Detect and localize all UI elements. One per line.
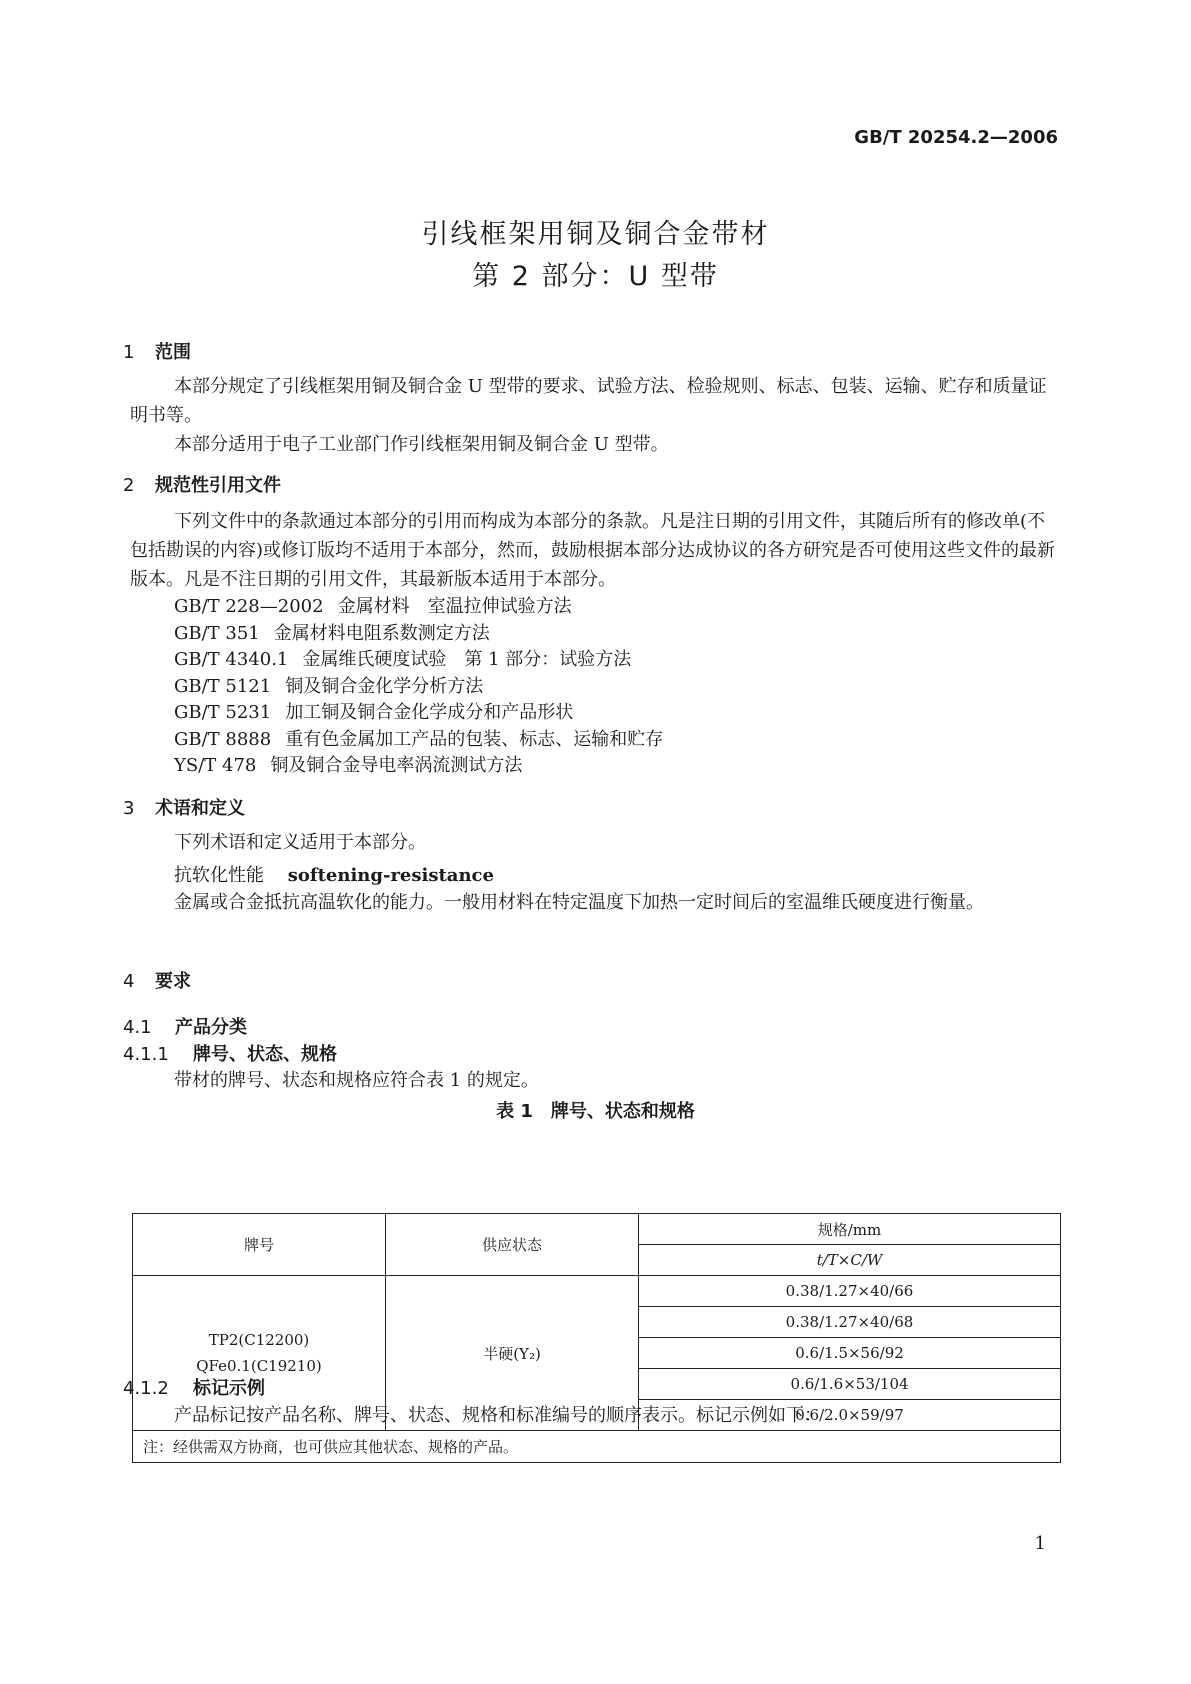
section-number: 1 (123, 342, 135, 363)
header-temper: 供应状态 (386, 1214, 639, 1276)
section-title: 牌号、状态、规格 (193, 1044, 337, 1065)
reference-item: GB/T 5231 加工铜及铜合金化学成分和产品形状 (174, 702, 574, 723)
section-3-heading (123, 794, 245, 820)
page-number: 1 (1034, 1533, 1046, 1554)
section-1-heading (123, 338, 191, 364)
document-subtitle: 第 2 部分：U 型带 (472, 261, 719, 292)
size-cell: 0.6/2.0×59/97 (639, 1400, 1061, 1431)
size-cell: 0.6/1.5×56/92 (639, 1338, 1061, 1369)
section-number: 4.1 (123, 1017, 152, 1038)
reference-item: GB/T 351 金属材料电阻系数测定方法 (174, 623, 490, 644)
section-number: 3 (123, 798, 135, 819)
grade-1: TP2(C12200) (208, 1331, 310, 1349)
section-title: 术语和定义 (155, 798, 245, 819)
section-2-heading (123, 471, 281, 497)
document-title: 引线框架用铜及铜合金带材 (421, 219, 770, 250)
section-number: 4.1.1 (123, 1044, 169, 1065)
term-english: softening-resistance (287, 865, 494, 886)
section-title: 要求 (155, 971, 191, 992)
header-spec: 规格/mm (639, 1214, 1061, 1245)
section-number: 2 (123, 475, 135, 496)
size-cell: 0.38/1.27×40/68 (639, 1307, 1061, 1338)
section-4-1-2-heading (123, 1374, 265, 1400)
term-definition: 金属或合金抵抗高温软化的能力。一般用材料在特定温度下加热一定时间后的室温维氏硬度进行衡量。 (174, 892, 984, 913)
reference-item: YS/T 478 铜及铜合金导电率涡流测试方法 (174, 755, 523, 776)
temper-cell: 半硬(Y₂) (386, 1276, 639, 1431)
section-4-1-1-heading (123, 1040, 337, 1066)
section-title: 标记示例 (193, 1378, 265, 1399)
section-2-paragraph-1: 下列文件中的条款通过本部分的引用而构成为本部分的条款。凡是注日期的引用文件，其随后所有的修改单(不包括勘误的内容)或修订版均不适用于本部分，然而，鼓励根据本部分达成协议的各方研究是否可使用这些文件的最新版本。凡是不注日期的引用文件，其最新版本适用于本部分。 (130, 511, 1056, 590)
section-4-1-2-paragraph: 产品标记按产品名称、牌号、状态、规格和标准编号的顺序表示。标记示例如下： (174, 1405, 822, 1426)
reference-item: GB/T 5121 铜及铜合金化学分析方法 (174, 676, 484, 697)
term-entry (174, 861, 494, 887)
section-3-paragraph-1: 下列术语和定义适用于本部分。 (174, 832, 426, 853)
reference-item: GB/T 228—2002 金属材料 室温拉伸试验方法 (174, 596, 572, 617)
standard-number: GB/T 20254.2—2006 (854, 127, 1058, 148)
grade-2: QFe0.1(C19210) (196, 1357, 322, 1375)
header-spec-sub: t/T×C/W (639, 1245, 1061, 1276)
section-1-paragraph-1: 本部分规定了引线框架用铜及铜合金 U 型带的要求、试验方法、检验规则、标志、包装、运输、贮存和质量证明书等。 (130, 376, 1047, 426)
reference-item: GB/T 8888 重有色金属加工产品的包装、标志、运输和贮存 (174, 729, 664, 750)
section-number: 4 (123, 971, 135, 992)
size-cell: 0.6/1.6×53/104 (639, 1369, 1061, 1400)
header-grade: 牌号 (133, 1214, 386, 1276)
section-4-heading (123, 967, 191, 993)
section-number: 4.1.2 (123, 1378, 169, 1399)
reference-item: GB/T 4340.1 金属维氏硬度试验 第 1 部分：试验方法 (174, 649, 632, 670)
section-4-1-1-paragraph: 带材的牌号、状态和规格应符合表 1 的规定。 (174, 1070, 539, 1091)
section-title: 产品分类 (175, 1017, 247, 1038)
table-note: 注：经供需双方协商，也可供应其他状态、规格的产品。 (133, 1431, 1061, 1463)
section-title: 规范性引用文件 (155, 475, 281, 496)
term-chinese: 抗软化性能 (174, 865, 264, 886)
table-caption: 表 1 牌号、状态和规格 (496, 1101, 695, 1122)
section-4-1-heading (123, 1013, 247, 1039)
size-cell: 0.38/1.27×40/66 (639, 1276, 1061, 1307)
section-title: 范围 (155, 342, 191, 363)
section-1-paragraph-2: 本部分适用于电子工业部门作引线框架用铜及铜合金 U 型带。 (174, 434, 669, 455)
